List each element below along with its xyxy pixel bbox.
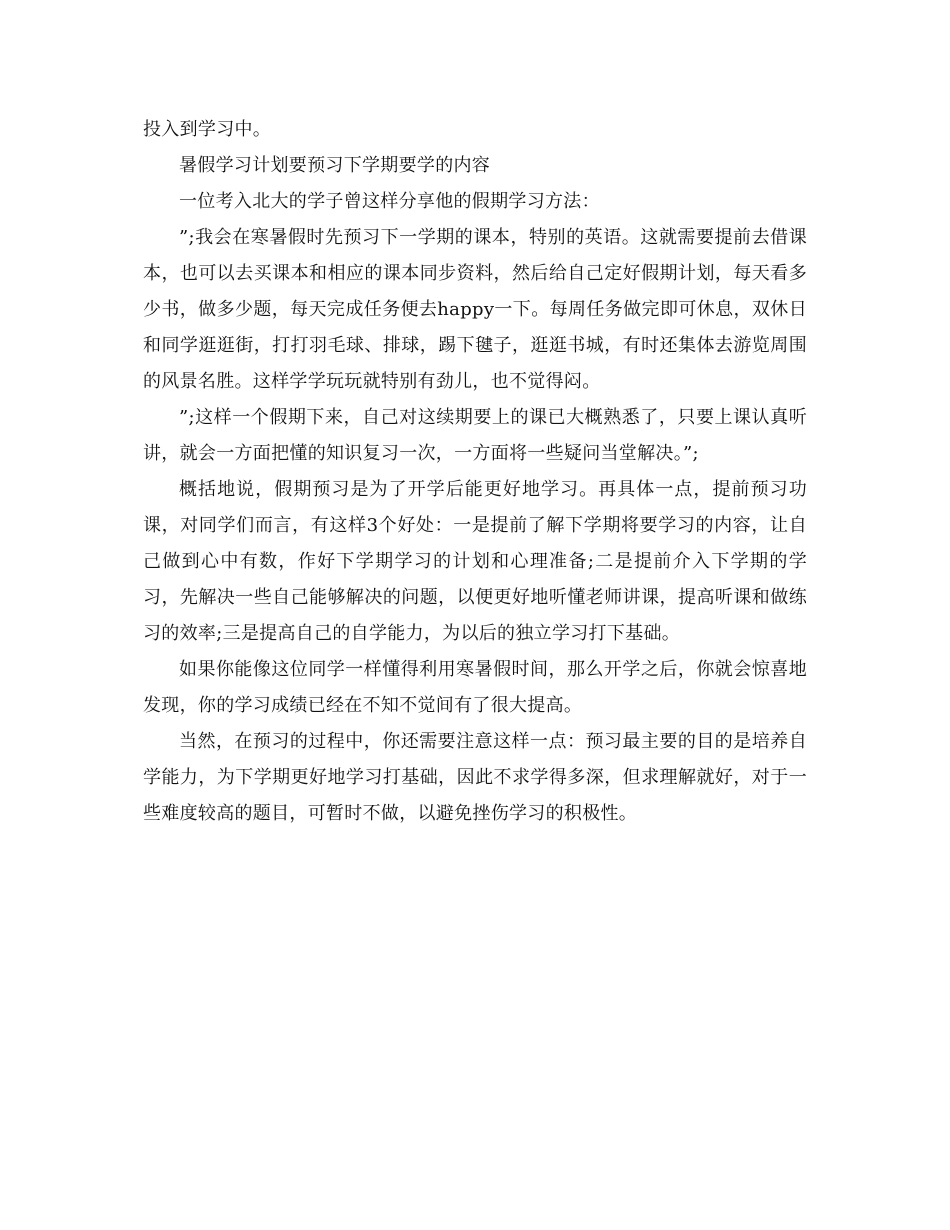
paragraph-note: 当然，在预习的过程中，你还需要注意这样一点：预习最主要的目的是培养自学能力，为下学期更好地学习打基础，因此不求学得多深，但求理解就好，对于一些难度较高的题目，可暂时不做，以避免挫伤学习的积极性。 [143,731,807,824]
paragraph-result: 如果你能像这位同学一样懂得利用寒暑假时间，那么开学之后，你就会惊喜地发现，你的学习成绩已经在不知不觉间有了很大提高。 [143,659,807,716]
paragraph-intro: 一位考入北大的学子曾这样分享他的假期学习方法： [179,191,600,212]
paragraph-heading: 暑假学习计划要预习下学期要学的内容 [179,155,491,176]
paragraph-summary: 概括地说，假期预习是为了开学后能更好地学习。再具体一点，提前预习功课，对同学们而言，有这样3个好处：一是提前了解下学期将要学习的内容，让自己做到心中有数，作好下学期学习的计划和心理准备;二是提前介入下学期的学习，先解决一些自己能够解决的问题，以便更好地听懂老师讲课，提高听课和做练习的效率;三是提高自己的自学能力，为以后的独立学习打下基础。 [143,479,807,644]
paragraph-quote-1: ”;我会在寒暑假时先预习下一学期的课本，特别的英语。这就需要提前去借课本，也可以去买课本和相应的课本同步资料，然后给自己定好假期计划，每天看多少书，做多少题，每天完成任务便去happy一下。每周任务做完即可休息，双休日和同学逛逛街，打打羽毛球、排球，踢下毽子，逛逛书城，有时还集体去游览周围的风景名胜。这样学学玩玩就特别有劲儿，也不觉得闷。 [143,227,807,392]
document-body [143,112,807,832]
paragraph-continuation: 投入到学习中。 [143,119,272,140]
paragraph-quote-2: ”;这样一个假期下来，自己对这续期要上的课已大概熟悉了，只要上课认真听讲，就会一方面把懂的知识复习一次，一方面将一些疑问当堂解决。”; [143,407,807,464]
